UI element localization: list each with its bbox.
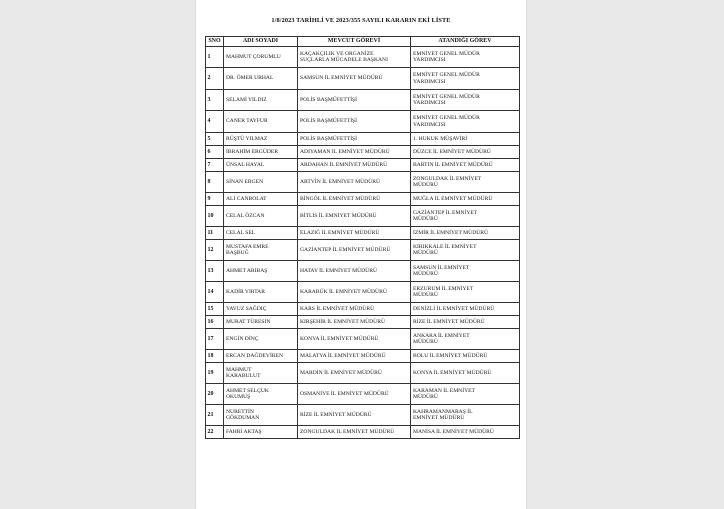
sno-cell: 18 bbox=[206, 350, 224, 363]
assigned-position-cell: DENİZLİ İL EMNİYET MÜDÜRÜ bbox=[411, 303, 520, 316]
table-row bbox=[206, 193, 520, 206]
assigned-position-cell: MANİSA İL EMNİYET MÜDÜRÜ bbox=[411, 426, 520, 439]
current-position-cell: MARDİN İL EMNİYET MÜDÜRÜ bbox=[298, 363, 411, 384]
assigned-position-cell: MUĞLA İL EMNİYET MÜDÜRÜ bbox=[411, 193, 520, 206]
table-row bbox=[206, 227, 520, 240]
sno-cell: 10 bbox=[206, 206, 224, 227]
assigned-position-cell: SAMSUN İL EMNİYET MÜDÜRÜ bbox=[411, 261, 520, 282]
header-name: ADI SOYADI bbox=[224, 37, 298, 47]
current-position-cell: POLİS BAŞMÜFETTİŞİ bbox=[298, 111, 411, 133]
table-row bbox=[206, 329, 520, 350]
sno-cell: 6 bbox=[206, 146, 224, 159]
assigned-position-cell: BOLU İL EMNİYET MÜDÜRÜ bbox=[411, 350, 520, 363]
current-position-cell: RİZE İL EMNİYET MÜDÜRÜ bbox=[298, 405, 411, 426]
current-position-cell: KAÇAKÇILIK VE ORGANİZE SUÇLARLA MÜCADELE BAŞKANI bbox=[298, 47, 411, 68]
sno-cell: 11 bbox=[206, 227, 224, 240]
sno-cell: 8 bbox=[206, 172, 224, 193]
name-cell: MAHMUT KARABULUT bbox=[224, 363, 298, 384]
name-cell: CANER TAYFUR bbox=[224, 111, 298, 133]
table-row bbox=[206, 111, 520, 133]
assigned-position-cell: ANKARA İL EMNİYET MÜDÜRÜ bbox=[411, 329, 520, 350]
appointment-table bbox=[205, 36, 520, 439]
sno-cell: 20 bbox=[206, 384, 224, 405]
assigned-position-cell: KIRIKKALE İL EMNİYET MÜDÜRÜ bbox=[411, 240, 520, 261]
name-cell: CELAL SEL bbox=[224, 227, 298, 240]
assigned-position-cell: ERZURUM İL EMNİYET MÜDÜRÜ bbox=[411, 282, 520, 303]
sno-cell: 1 bbox=[206, 47, 224, 68]
table-row bbox=[206, 363, 520, 384]
sno-cell: 21 bbox=[206, 405, 224, 426]
sno-cell: 22 bbox=[206, 426, 224, 439]
table-row bbox=[206, 206, 520, 227]
sno-cell: 5 bbox=[206, 133, 224, 146]
name-cell: KADİR YIRTAR bbox=[224, 282, 298, 303]
table-row bbox=[206, 47, 520, 68]
name-cell: İBRAHİM ERGÜDER bbox=[224, 146, 298, 159]
assigned-position-cell: ZONGULDAK İL EMNİYET MÜDÜRÜ bbox=[411, 172, 520, 193]
table-row bbox=[206, 159, 520, 172]
sno-cell: 3 bbox=[206, 90, 224, 111]
current-position-cell: POLİS BAŞMÜFETTİŞİ bbox=[298, 90, 411, 111]
name-cell: YAVUZ SAĞDIÇ bbox=[224, 303, 298, 316]
assigned-position-cell: DÜZCE İL EMNİYET MÜDÜRÜ bbox=[411, 146, 520, 159]
name-cell: CELAL ÖZCAN bbox=[224, 206, 298, 227]
table-row bbox=[206, 303, 520, 316]
assigned-position-cell: BARTIN İL EMNİYET MÜDÜRÜ bbox=[411, 159, 520, 172]
assigned-position-cell: RİZE İL EMNİYET MÜDÜRÜ bbox=[411, 316, 520, 329]
name-cell: RÜŞTÜ YILMAZ bbox=[224, 133, 298, 146]
current-position-cell: OSMANİYE İL EMNİYET MÜDÜRÜ bbox=[298, 384, 411, 405]
current-position-cell: ZONGULDAK İL EMNİYET MÜDÜRÜ bbox=[298, 426, 411, 439]
table-row bbox=[206, 350, 520, 363]
current-position-cell: GAZİANTEP İL EMNİYET MÜDÜRÜ bbox=[298, 240, 411, 261]
table-row bbox=[206, 384, 520, 405]
sno-cell: 9 bbox=[206, 193, 224, 206]
name-cell: ALİ CANBOLAT bbox=[224, 193, 298, 206]
table-row bbox=[206, 90, 520, 111]
sno-cell: 16 bbox=[206, 316, 224, 329]
current-position-cell: ADIYAMAN İL EMNİYET MÜDÜRÜ bbox=[298, 146, 411, 159]
assigned-position-cell: İZMİR İL EMNİYET MÜDÜRÜ bbox=[411, 227, 520, 240]
assigned-position-cell: EMNİYET GENEL MÜDÜR YARDIMCISI bbox=[411, 111, 520, 133]
sno-cell: 17 bbox=[206, 329, 224, 350]
name-cell: SELAMİ YILDIZ bbox=[224, 90, 298, 111]
name-cell: DR. ÖMER URHAL bbox=[224, 68, 298, 90]
name-cell: ÜNSAL HAYAL bbox=[224, 159, 298, 172]
name-cell: NURETTİN GÖKDUMAN bbox=[224, 405, 298, 426]
name-cell: SİNAN ERGEN bbox=[224, 172, 298, 193]
current-position-cell: ELAZIĞ İL EMNİYET MÜDÜRÜ bbox=[298, 227, 411, 240]
current-position-cell: KARS İL EMNİYET MÜDÜRÜ bbox=[298, 303, 411, 316]
header-current-position: MEVCUT GÖREVİ bbox=[298, 37, 411, 47]
sno-cell: 7 bbox=[206, 159, 224, 172]
current-position-cell: ARDAHAN İL EMNİYET MÜDÜRÜ bbox=[298, 159, 411, 172]
table-row bbox=[206, 240, 520, 261]
sno-cell: 14 bbox=[206, 282, 224, 303]
sno-cell: 2 bbox=[206, 68, 224, 90]
name-cell: ERCAN DAĞDEVİREN bbox=[224, 350, 298, 363]
name-cell: MURAT TÜRESİN bbox=[224, 316, 298, 329]
assigned-position-cell: 1. HUKUK MÜŞAVİRİ bbox=[411, 133, 520, 146]
assigned-position-cell: KARAMAN İL EMNİYET MÜDÜRÜ bbox=[411, 384, 520, 405]
table-row bbox=[206, 146, 520, 159]
table-row bbox=[206, 172, 520, 193]
sno-cell: 12 bbox=[206, 240, 224, 261]
document-page bbox=[196, 0, 526, 509]
table-row bbox=[206, 316, 520, 329]
header-assigned-position: ATANDIĞI GÖREV bbox=[411, 37, 520, 47]
current-position-cell: HATAY İL EMNİYET MÜDÜRÜ bbox=[298, 261, 411, 282]
current-position-cell: KIRŞEHİR İL EMNİYET MÜDÜRÜ bbox=[298, 316, 411, 329]
sno-cell: 15 bbox=[206, 303, 224, 316]
name-cell: ENGİN DİNÇ bbox=[224, 329, 298, 350]
current-position-cell: BİTLİS İL EMNİYET MÜDÜRÜ bbox=[298, 206, 411, 227]
sno-cell: 4 bbox=[206, 111, 224, 133]
assigned-position-cell: EMNİYET GENEL MÜDÜR YARDIMCISI bbox=[411, 68, 520, 90]
current-position-cell: SAMSUN İL EMNİYET MÜDÜRÜ bbox=[298, 68, 411, 90]
current-position-cell: BİNGÖL İL EMNİYET MÜDÜRÜ bbox=[298, 193, 411, 206]
name-cell: AHMET ARIBAŞ bbox=[224, 261, 298, 282]
table-row bbox=[206, 68, 520, 90]
table-row bbox=[206, 261, 520, 282]
table-row bbox=[206, 405, 520, 426]
table-header-row bbox=[206, 37, 520, 47]
assigned-position-cell: KAHRAMANMARAŞ İL EMNİYET MÜDÜRÜ bbox=[411, 405, 520, 426]
sno-cell: 13 bbox=[206, 261, 224, 282]
assigned-position-cell: GAZİANTEP İL EMNİYET MÜDÜRÜ bbox=[411, 206, 520, 227]
header-sno: SNO bbox=[206, 37, 224, 47]
table-row bbox=[206, 426, 520, 439]
table-row bbox=[206, 282, 520, 303]
current-position-cell: KONYA İL EMNİYET MÜDÜRÜ bbox=[298, 329, 411, 350]
name-cell: MUSTAFA EMRE BAŞBUĞ bbox=[224, 240, 298, 261]
sno-cell: 19 bbox=[206, 363, 224, 384]
current-position-cell: POLİS BAŞMÜFETTİŞİ bbox=[298, 133, 411, 146]
current-position-cell: MALATYA İL EMNİYET MÜDÜRÜ bbox=[298, 350, 411, 363]
assigned-position-cell: EMNİYET GENEL MÜDÜR YARDIMCISI bbox=[411, 47, 520, 68]
assigned-position-cell: KONYA İL EMNİYET MÜDÜRÜ bbox=[411, 363, 520, 384]
table-row bbox=[206, 133, 520, 146]
name-cell: AHMET SELÇUK OKUMUŞ bbox=[224, 384, 298, 405]
current-position-cell: ARTVİN İL EMNİYET MÜDÜRÜ bbox=[298, 172, 411, 193]
table-body bbox=[206, 47, 520, 439]
assigned-position-cell: EMNİYET GENEL MÜDÜR YARDIMCISI bbox=[411, 90, 520, 111]
current-position-cell: KARABÜK İL EMNİYET MÜDÜRÜ bbox=[298, 282, 411, 303]
document-title: 1/8/2023 TARİHLİ VE 2023/355 SAYILI KARARIN EKİ LİSTE bbox=[271, 17, 451, 24]
name-cell: FAHRİ AKTAŞ bbox=[224, 426, 298, 439]
name-cell: MAHMUT ÇORUMLU bbox=[224, 47, 298, 68]
